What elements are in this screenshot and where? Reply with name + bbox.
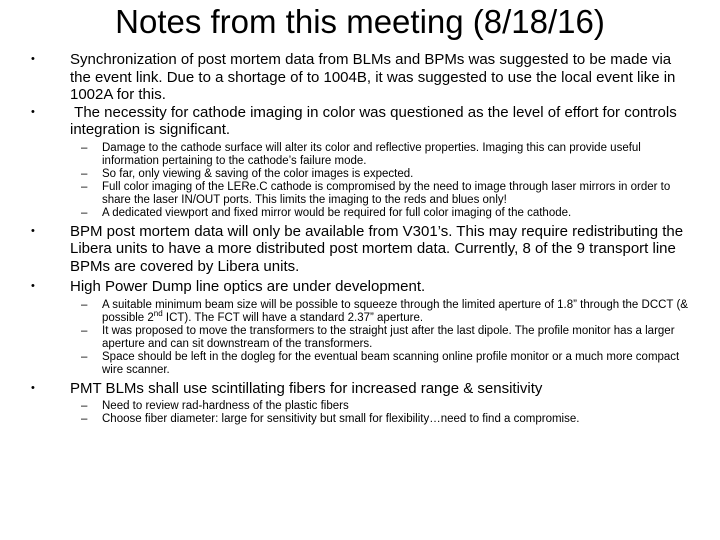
dash-icon: – — [81, 206, 88, 219]
dash-icon: – — [81, 298, 88, 311]
sub-bullet-text: So far, only viewing & saving of the color images is expected. — [102, 167, 414, 180]
sub-bullet-item — [81, 206, 690, 220]
bullet-text: High Power Dump line optics are under development. — [70, 278, 426, 295]
slide-title: Notes from this meeting (8/18/16) — [115, 3, 605, 40]
bullet-text: PMT BLMs shall use scintillating fibers for increased range & sensitivity — [70, 379, 543, 397]
bullet-list — [0, 51, 720, 429]
sub-bullet-item — [81, 350, 690, 377]
bullet-dot-icon: • — [31, 53, 35, 65]
dash-icon: – — [81, 167, 88, 180]
sub-bullet-text: A dedicated viewport and fixed mirror would be required for full color imaging of the cathode. — [102, 206, 572, 219]
dash-icon: – — [81, 413, 88, 425]
bullet-dot-icon: • — [31, 105, 35, 118]
sub-bullet-item — [81, 180, 690, 207]
dash-icon: – — [81, 180, 88, 193]
sub-bullet-text: Space should be left in the dogleg for the eventual beam scanning online profile monitor or a much more compact wire scanner. — [102, 350, 680, 376]
sub-bullet-item — [81, 413, 690, 426]
dash-icon: – — [81, 350, 88, 363]
bullet-item — [31, 222, 690, 276]
sub-bullet-text: Damage to the cathode surface will alter its color and reflective properties. Imaging this can provide useful information pertaining to the cathode’s failure mode. — [102, 141, 641, 167]
bullet-text: The necessity for cathode imaging in color was questioned as the level of effort for controls integration is significant. — [70, 103, 681, 138]
dash-icon: – — [81, 400, 88, 412]
bullet-item — [31, 379, 690, 398]
dash-icon: – — [81, 324, 88, 337]
bullet-item — [31, 278, 690, 296]
sub-bullet-text: A suitable minimum beam size will be possible to squeeze through the limited aperture of 1.8” through the DCCT (& possible 2nd ICT). The FCT will have a standard 2.37” aperture. — [102, 298, 688, 324]
sub-bullet-item — [81, 141, 690, 168]
bullet-text: BPM post mortem data will only be available from V301’s. This may require redistributing the Libera units to have a more distributed post mortem data. Currently, 8 of the 9 transport line BPMs are covered by Libera units. — [70, 222, 684, 275]
sub-bullet-list — [0, 299, 720, 377]
bullet-dot-icon: • — [31, 224, 35, 237]
bullet-dot-icon: • — [31, 280, 35, 292]
bullet-dot-icon: • — [31, 381, 35, 394]
sub-bullet-list — [0, 142, 720, 220]
bullet-text: Synchronization of post mortem data from BLMs and BPMs was suggested to be made via the event link. Due to a shortage of to 1004B, it was suggested to use the local event like in 1002A for this. — [70, 51, 676, 103]
sub-bullet-item — [81, 298, 690, 325]
sub-bullet-item — [81, 167, 690, 181]
sub-bullet-list — [0, 400, 720, 426]
sub-bullet-text: Need to review rad-hardness of the plastic fibers — [102, 400, 349, 412]
sub-bullet-text: Full color imaging of the LERe.C cathode is compromised by the need to image through laser mirrors in order to share the laser IN/OUT ports. This limits the imaging to the reds and blues only! — [102, 180, 671, 206]
bullet-item — [31, 103, 690, 139]
dash-icon: – — [81, 141, 88, 154]
sub-bullet-item — [81, 324, 690, 351]
sub-bullet-text: It was proposed to move the transformers to the straight just after the last dipole. The profile monitor has a larger aperture and can sit downstream of the transformers. — [102, 324, 675, 350]
bullet-item — [31, 51, 690, 104]
sub-bullet-text: Choose fiber diameter: large for sensitivity but small for flexibility…need to find a compromise. — [102, 413, 580, 425]
sub-bullet-item — [81, 400, 690, 413]
